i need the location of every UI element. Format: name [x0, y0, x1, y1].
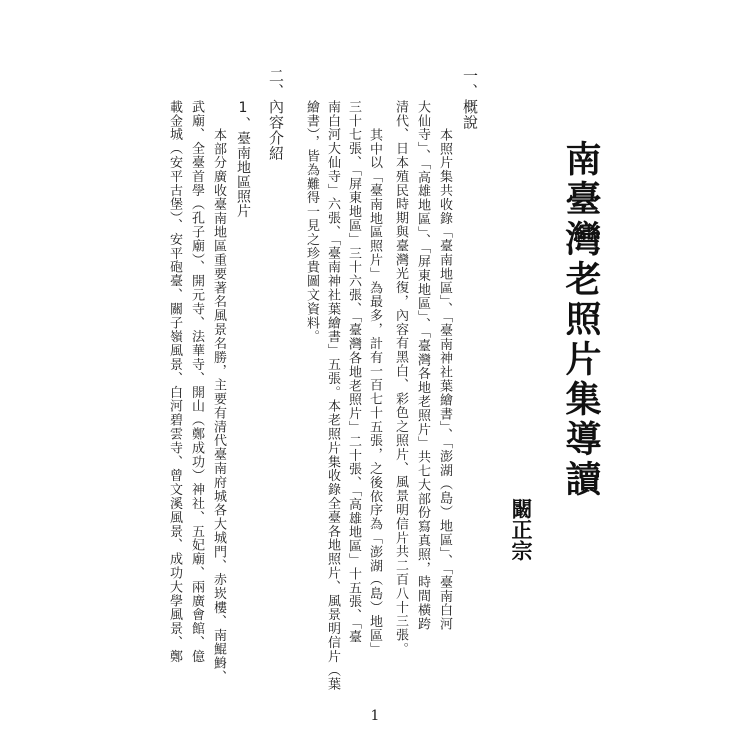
author-name: 闞正宗 [509, 498, 533, 561]
subsection-heading-tainan: 1、臺南地區照片 [235, 100, 251, 218]
paragraph-line: 其中以「臺南地區照片」為最多，計有一百七十五張，之後依序為「澎湖（島）地區」 [367, 128, 382, 657]
page-number: 1 [370, 708, 380, 724]
paragraph-line: 本照片集共收錄「臺南地區」、「臺南神社葉繪書」、「澎湖（島）地區」、「臺南白河 [437, 128, 452, 632]
page-title: 南臺灣老照片集導讀 [560, 140, 601, 500]
section-heading-content: 二、內容介紹 [267, 68, 285, 161]
paragraph-line: 三十七張、「屏東地區」三十六張、「臺灣各地老照片」二十張、「高雄地區」十五張、「臺 [346, 100, 361, 644]
paragraph-line: 本部分廣收臺南地區重要著名風景名勝，主要有清代臺南府城各大城門、赤崁樓、南鯤鯓、 [211, 128, 226, 684]
paragraph-line: 清代、日本殖民時期與臺灣光復，內容有黑白、彩色之照片、風景明信片共二百八十三張。 [393, 100, 408, 656]
paragraph-line: 武廟、全臺首學（孔子廟）、開元寺、法華寺、開山（鄭成功）神社、五妃廟、兩廣會館、億 [189, 100, 204, 664]
section-heading-overview: 一、概說 [461, 68, 479, 130]
paragraph-line: 載金城（安平古堡）、安平砲臺、關子嶺風景、白河碧雲寺、曾文溪風景、成功大學風景、鄭 [167, 100, 182, 664]
paragraph-line: 繪書），皆為難得一見之珍貴圖文資料。 [304, 100, 319, 344]
paragraph-line: 南白河大仙寺」六張、「臺南神社葉繪書」五張。本老照片集收錄全臺各地照片、風景明信片（葉 [325, 100, 340, 692]
paragraph-line: 大仙寺」、「高雄地區」、「屏東地區」、「臺灣各地老照片」共七大部份寫真照，時間橫跨 [415, 100, 430, 631]
